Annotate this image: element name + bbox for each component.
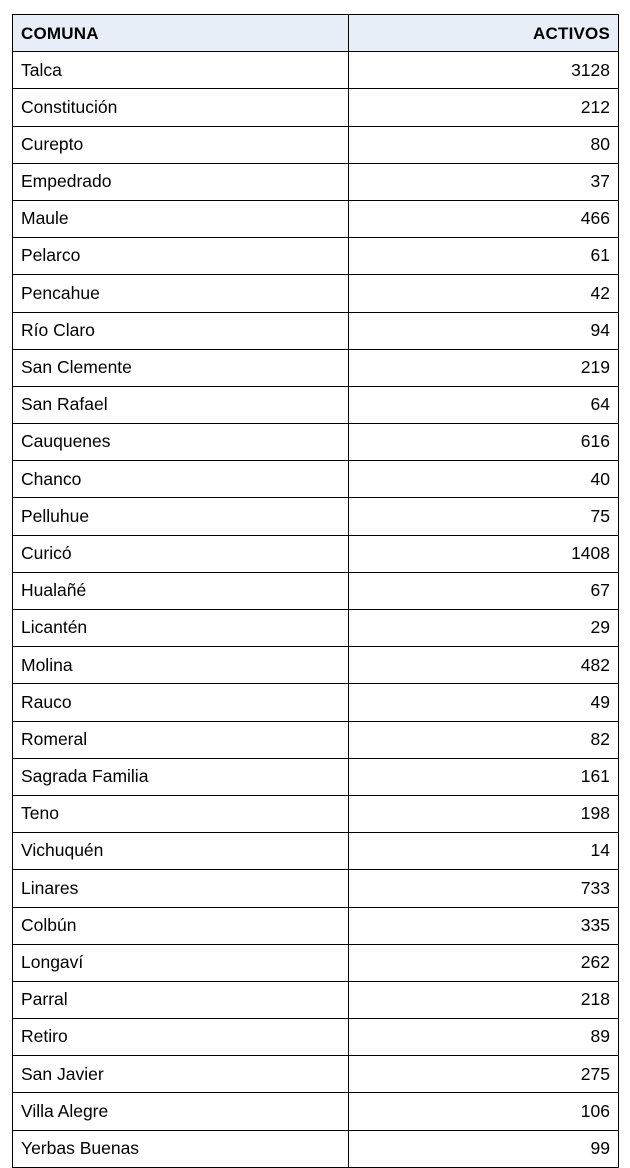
cell-comuna: Curicó [13,535,349,572]
cell-activos: 49 [349,684,619,721]
table-header [13,15,619,52]
cell-activos: 3128 [349,52,619,89]
cell-comuna: Rauco [13,684,349,721]
cell-activos: 482 [349,647,619,684]
cell-comuna: Yerbas Buenas [13,1130,349,1167]
column-header-comuna: COMUNA [13,15,349,52]
comuna-activos-table [12,14,619,1168]
cell-comuna: Maule [13,200,349,237]
cell-activos: 99 [349,1130,619,1167]
table-row [13,163,619,200]
table-row [13,535,619,572]
cell-activos: 275 [349,1056,619,1093]
cell-activos: 37 [349,163,619,200]
table-row [13,721,619,758]
cell-comuna: Chanco [13,461,349,498]
table-row [13,1056,619,1093]
table-row [13,795,619,832]
table-row [13,1130,619,1167]
cell-activos: 40 [349,461,619,498]
cell-activos: 80 [349,126,619,163]
cell-comuna: San Rafael [13,386,349,423]
cell-activos: 75 [349,498,619,535]
table-row [13,907,619,944]
cell-activos: 61 [349,238,619,275]
table-row [13,833,619,870]
cell-comuna: Curepto [13,126,349,163]
cell-comuna: Pelluhue [13,498,349,535]
cell-comuna: Villa Alegre [13,1093,349,1130]
cell-activos: 161 [349,758,619,795]
column-header-activos: ACTIVOS [349,15,619,52]
table-row [13,758,619,795]
cell-comuna: Sagrada Familia [13,758,349,795]
cell-comuna: Parral [13,981,349,1018]
table-row [13,1019,619,1056]
cell-comuna: Hualañé [13,572,349,609]
table-row [13,684,619,721]
cell-activos: 466 [349,200,619,237]
table-body [13,52,619,1168]
cell-activos: 67 [349,572,619,609]
table-row [13,89,619,126]
cell-activos: 106 [349,1093,619,1130]
cell-activos: 262 [349,944,619,981]
table-row [13,981,619,1018]
table-row [13,461,619,498]
table-row [13,126,619,163]
cell-activos: 212 [349,89,619,126]
cell-comuna: San Javier [13,1056,349,1093]
table-row [13,647,619,684]
cell-activos: 29 [349,610,619,647]
cell-comuna: Empedrado [13,163,349,200]
table-row [13,870,619,907]
table-row [13,944,619,981]
cell-comuna: Cauquenes [13,424,349,461]
cell-activos: 733 [349,870,619,907]
cell-activos: 89 [349,1019,619,1056]
cell-comuna: Pelarco [13,238,349,275]
table-row [13,1093,619,1130]
cell-activos: 219 [349,349,619,386]
cell-comuna: Colbún [13,907,349,944]
cell-comuna: Romeral [13,721,349,758]
table-row [13,238,619,275]
cell-comuna: Vichuquén [13,833,349,870]
cell-comuna: Talca [13,52,349,89]
table-row [13,349,619,386]
cell-activos: 42 [349,275,619,312]
cell-activos: 64 [349,386,619,423]
cell-comuna: Río Claro [13,312,349,349]
cell-activos: 198 [349,795,619,832]
cell-comuna: Teno [13,795,349,832]
table-row [13,498,619,535]
cell-comuna: Retiro [13,1019,349,1056]
cell-activos: 94 [349,312,619,349]
table-header-row [13,15,619,52]
table-row [13,386,619,423]
cell-comuna: San Clemente [13,349,349,386]
table-row [13,572,619,609]
table-row [13,312,619,349]
table-row [13,610,619,647]
table-row [13,424,619,461]
cell-comuna: Linares [13,870,349,907]
cell-comuna: Licantén [13,610,349,647]
cell-comuna: Pencahue [13,275,349,312]
cell-activos: 616 [349,424,619,461]
cell-activos: 335 [349,907,619,944]
cell-activos: 1408 [349,535,619,572]
table-row [13,275,619,312]
table-row [13,52,619,89]
table-row [13,200,619,237]
cell-comuna: Molina [13,647,349,684]
cell-activos: 218 [349,981,619,1018]
cell-activos: 14 [349,833,619,870]
cell-comuna: Constitución [13,89,349,126]
cell-comuna: Longaví [13,944,349,981]
cell-activos: 82 [349,721,619,758]
